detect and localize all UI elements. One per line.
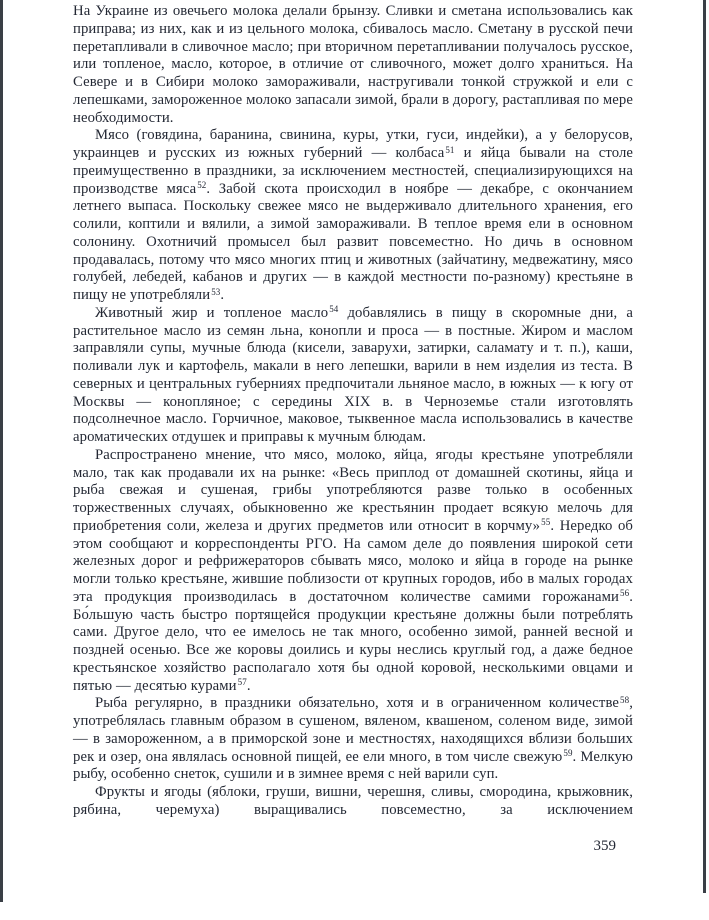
paragraph: Фрукты и ягоды (яблоки, груши, вишни, черешня, сливы, смородина, крыжовник, рябина, черемуха) выращивались повсеместно, за исключением: [73, 784, 633, 818]
page-text-block: [73, 3, 633, 820]
footnote-marker: 58: [620, 694, 630, 705]
paragraph: Мясо (говядина, баранина, свинина, куры, утки, гуси, индейки), а у белорусов, украинцев и русских из южных губерний — колбаса$^{51}$ и яйца бывали на столе преимущественно в праздники, за исключением местностей, специализирующихся на производстве мяса$^{52}$. Забой скота происходил в ноябре — декабре, с окончанием летнего выпаса. Поскольку свежее мясо не выдерживало длительного хранения, его солили, коптили и вялили, а зимой замораживали. В теплое время ели в основном солонину. Охотничий промысел был развит повсеместно. Но дичь в основном продавалась, потому что мясо многих птиц и животных (зайчатину, медвежатину, мясо голубей, лебедей, кабанов и других — в каждой местности по-разному) крестьяне в пищу не употребляли$^{53}$.: [73, 127, 633, 303]
footnote-marker: 55: [541, 517, 551, 528]
page-number: 359: [593, 838, 616, 854]
footnote-marker: 54: [329, 304, 339, 315]
footnote-marker: 53: [211, 286, 221, 297]
footnote-marker: 59: [563, 748, 573, 758]
footnote-marker: 51: [445, 144, 455, 155]
footnote-marker: 56: [620, 588, 630, 599]
paragraph: Распространено мнение, что мясо, молоко, яйца, ягоды крестьяне употребляли мало, так как продавали их на рынке: «Весь приплод от домашней скотины, яйца и рыба свежая и сушеная, грибы употребляются разве только в особенных торжественных случаях, обыкновенно же крестьянин продает всякую мелочь для приобретения соли, железа и других предметов или относит в корчму»$^{55}$. Нередко об этом сообщают и корреспонденты РГО. На самом деле до появления широкой сети железных дорог и рефрижераторов сбывать мясо, молоко и яйца в городе на рынке могли только крестьяне, жившие поблизости от крупных городов, ибо в малых городах эта продукция производилась в достаточном количестве самими горожанами$^{56}$. Бо́льшую часть быстро портящейся продукции крестьяне должны были потреблять сами. Другое дело, что ее имелось не так много, особенно зимой, ранней весной и поздней осенью. Все же коровы доились и куры неслись круглый год, а даже бедное крестьянское хозяйство располагало хотя бы одной коровой, несколькими овцами и пятью — десятью курами$^{57}$.: [73, 446, 633, 694]
paragraph: Рыба регулярно, в праздники обязательно, хотя и в ограниченном количестве$^{58}$, употреблялась главным образом в сушеном, вяленом, квашеном, соленом виде, зимой — в замороженном, а в приморской зоне и местностях, находящихся вблизи больших рек и озер, она являлась основной пищей, ее ели много, в том числе свежую$^{59}$. Мелкую рыбу, особенно снеток, сушили и в зимнее время с ней варили суп.: [73, 694, 633, 783]
scan-edge-right: [703, 0, 706, 893]
footnote-marker: 52: [197, 180, 207, 190]
scan-edge-left: [0, 0, 3, 902]
paragraph: На Украине из овечьего молока делали брынзу. Сливки и сметана использовались как приправа; из них, как и из цельного молока, сбивалось масло. Сметану в русской печи перетапливали в сливочное масло; при вторичном перетапливании получалось русское, или топленое, масло, которое, в отличие от сливочного, может долго храниться. На Севере и в Сибири молоко замораживали, настругивали тонкой стружкой и ели с лепешками, замороженное молоко запасали зимой, брали в дорогу, растапливая по мере необходимости.: [73, 3, 633, 126]
paragraph: Животный жир и топленое масло$^{54}$ добавлялись в пищу в скоромные дни, а растительное масло из семян льна, конопли и проса — в постные. Жиром и маслом заправляли супы, мучные блюда (кисели, заварухи, затирки, саламату и т. п.), каши, поливали лук и картофель, макали в него лепешки, варили в нем изделия из теста. В северных и центральных губерниях предпочитали льняное масло, в южных — к югу от Москвы — конопляное; с середины XIX в. в Черноземье стали изготовлять подсолнечное масло. Горчичное, маковое, тыквенное масла использовались в качестве ароматических отдушек и приправы к мучным блюдам.: [73, 304, 634, 445]
footnote-marker: 57: [237, 677, 247, 687]
